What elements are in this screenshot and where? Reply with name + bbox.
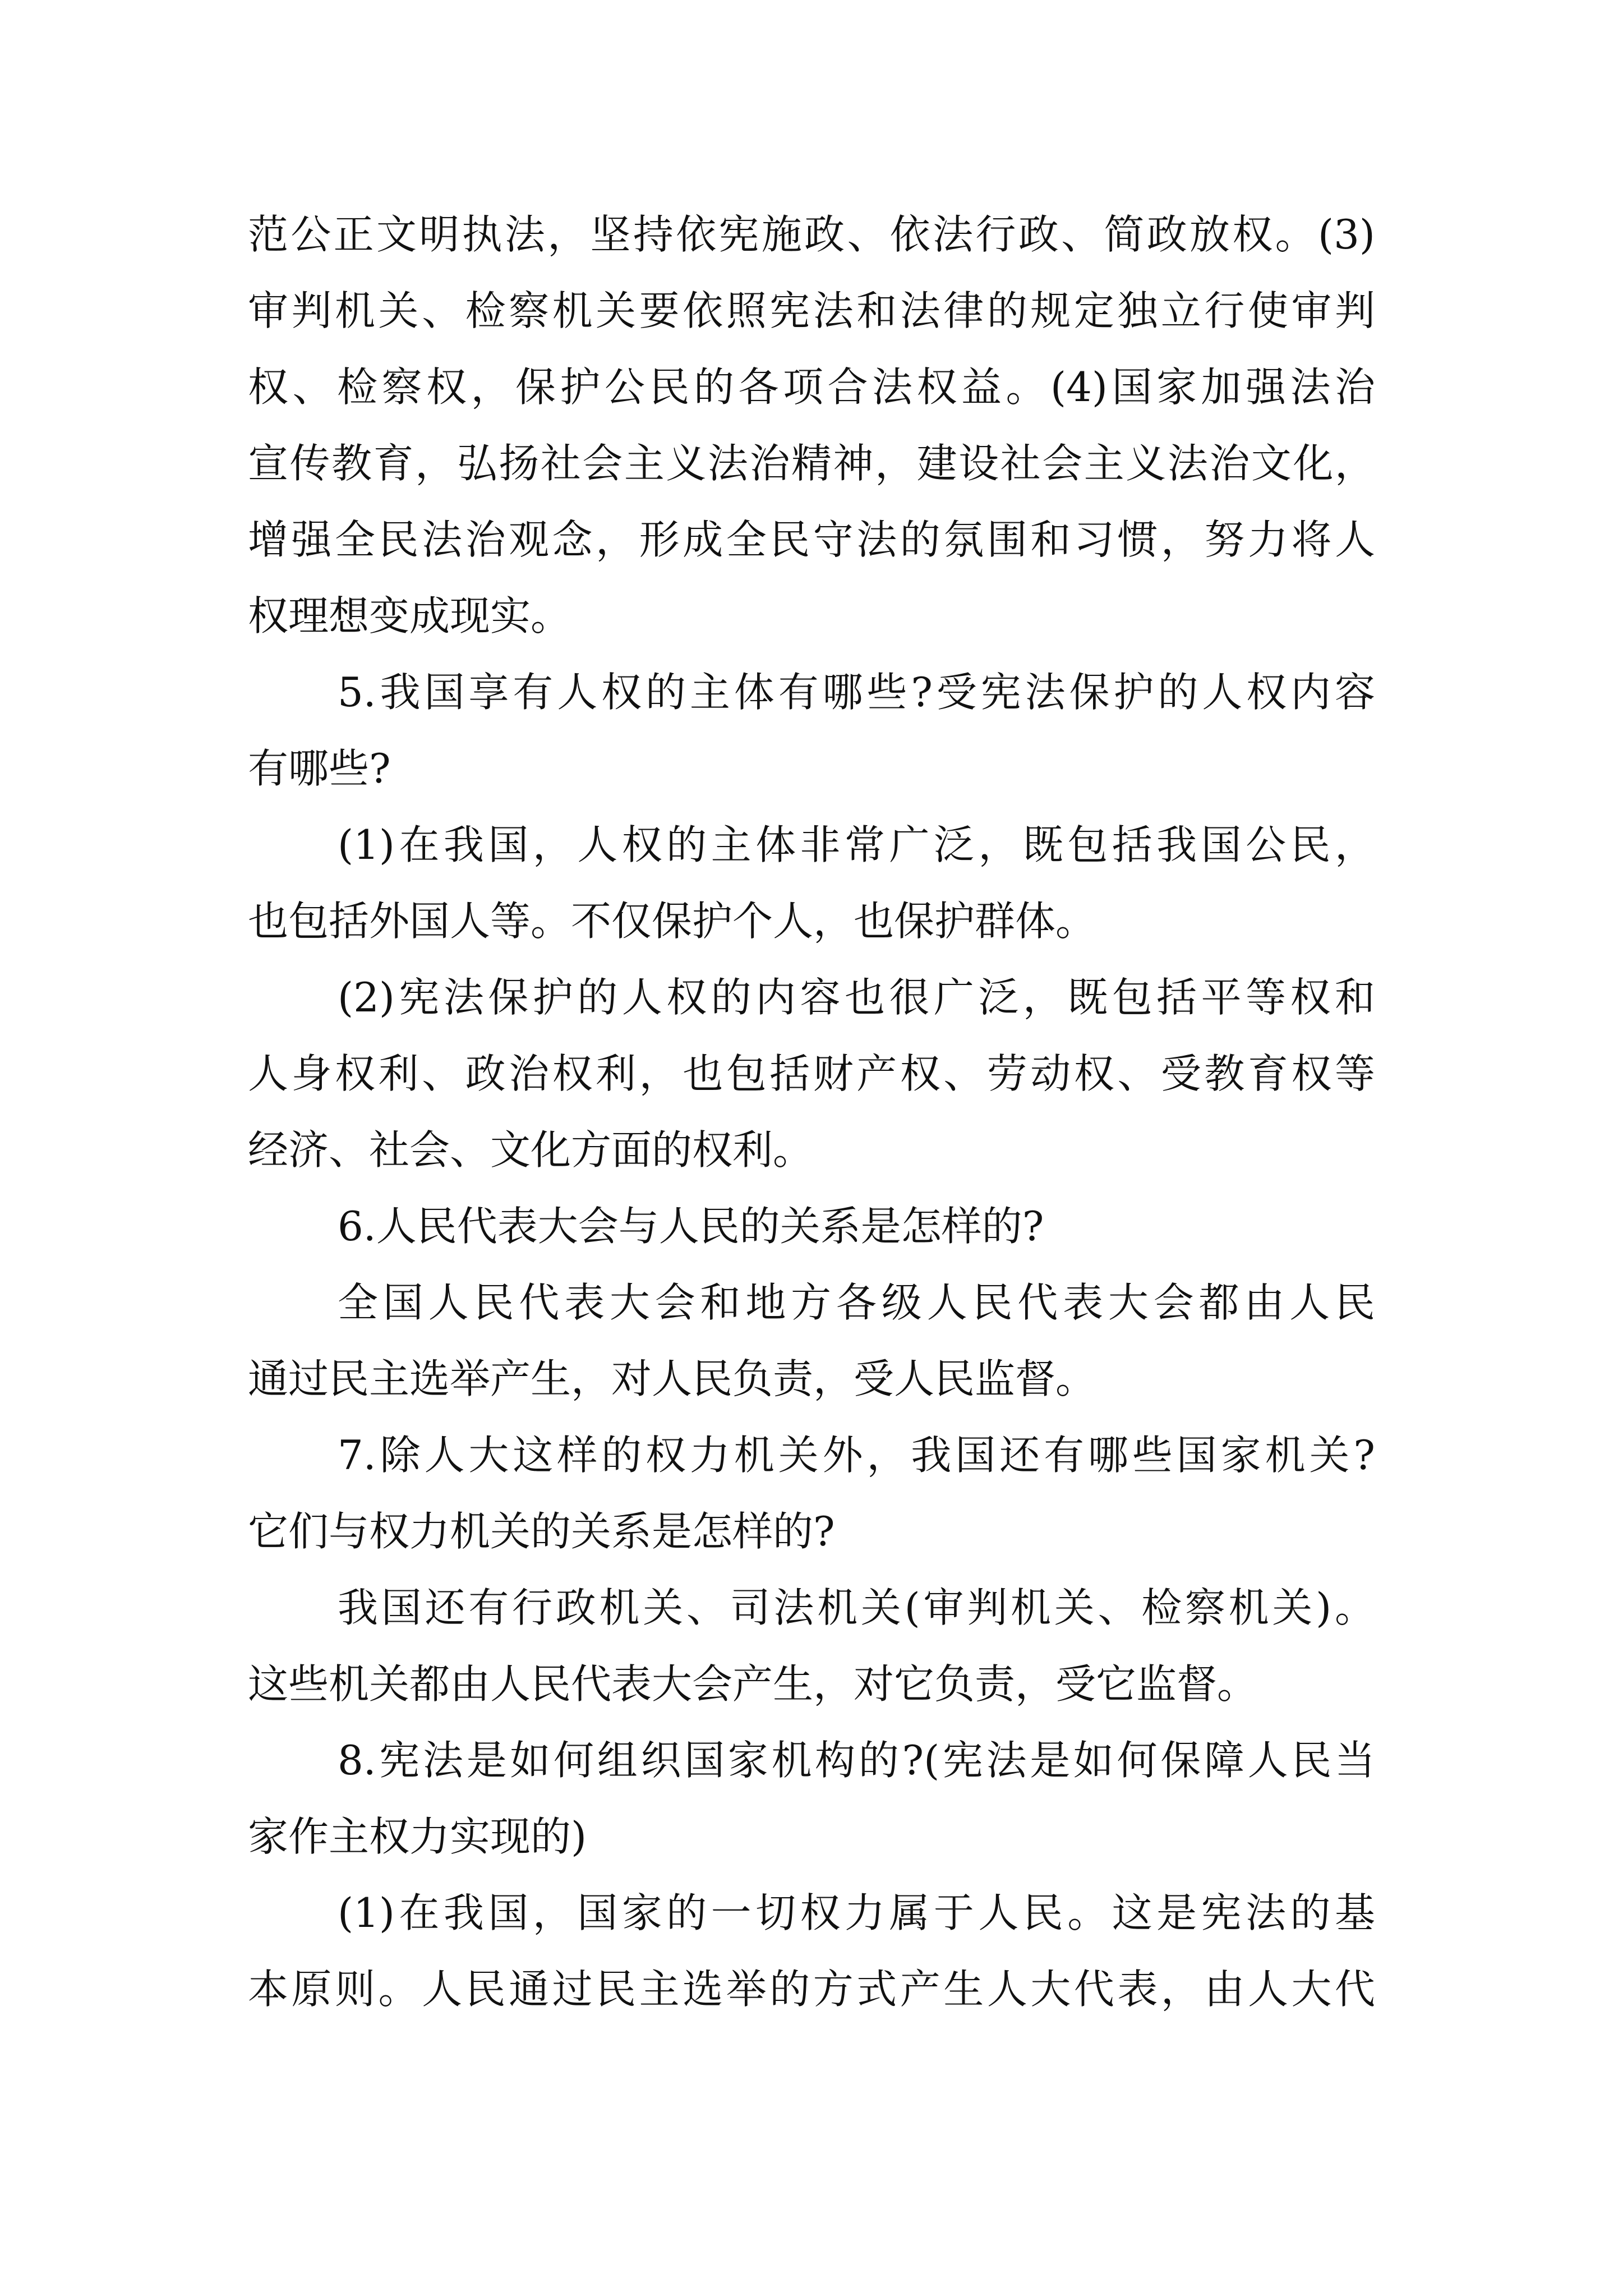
text-line: 有哪些?: [248, 745, 391, 792]
text-line: 人身权利、政治权利，也包括财产权、劳动权、受教育权等: [248, 1050, 1375, 1097]
text-line: 经济、社会、文化方面的权利。: [248, 1126, 814, 1174]
text-line: 通过民主选举产生，对人民负责，受人民监督。: [248, 1355, 1096, 1402]
text-line: (1)在我国，国家的一切权力属于人民。这是宪法的基: [338, 1889, 1375, 1936]
question-heading: 6.人民代表大会与人民的关系是怎样的?: [338, 1203, 1044, 1250]
text-line: 这些机关都由人民代表大会产生，对它负责，受它监督。: [248, 1660, 1258, 1708]
text-line: 全国人民代表大会和地方各级人民代表大会都由人民: [338, 1279, 1375, 1326]
text-line: (2)宪法保护的人权的内容也很广泛，既包括平等权和: [338, 974, 1375, 1021]
text-line: 它们与权力机关的关系是怎样的?: [248, 1508, 835, 1555]
text-line: 审判机关、检察机关要依照宪法和法律的规定独立行使审判: [248, 287, 1375, 334]
text-line: (1)在我国，人权的主体非常广泛，既包括我国公民，: [338, 821, 1375, 868]
text-line: 权、检察权，保护公民的各项合法权益。(4)国家加强法治: [248, 364, 1375, 411]
text-line: 宣传教育，弘扬社会主义法治精神，建设社会主义法治文化，: [248, 440, 1375, 487]
text-line: 也包括外国人等。不仅保护个人，也保护群体。: [248, 898, 1096, 945]
text-line: 我国还有行政机关、司法机关(审判机关、检察机关)。: [338, 1584, 1375, 1631]
text-line: 增强全民法治观念，形成全民守法的氛围和习惯，努力将人: [248, 516, 1375, 563]
question-heading: 8.宪法是如何组织国家机构的?(宪法是如何保障人民当: [338, 1737, 1375, 1784]
question-heading: 7.除人大这样的权力机关外，我国还有哪些国家机关?: [338, 1432, 1375, 1479]
text-line: 家作主权力实现的): [248, 1813, 587, 1860]
text-line: 范公正文明执法，坚持依宪施政、依法行政、简政放权。(3): [248, 211, 1375, 258]
text-line: 本原则。人民通过民主选举的方式产生人大代表，由人大代: [248, 1966, 1375, 2013]
question-heading: 5.我国享有人权的主体有哪些?受宪法保护的人权内容: [338, 669, 1375, 716]
text-line: 权理想变成现实。: [248, 592, 571, 639]
